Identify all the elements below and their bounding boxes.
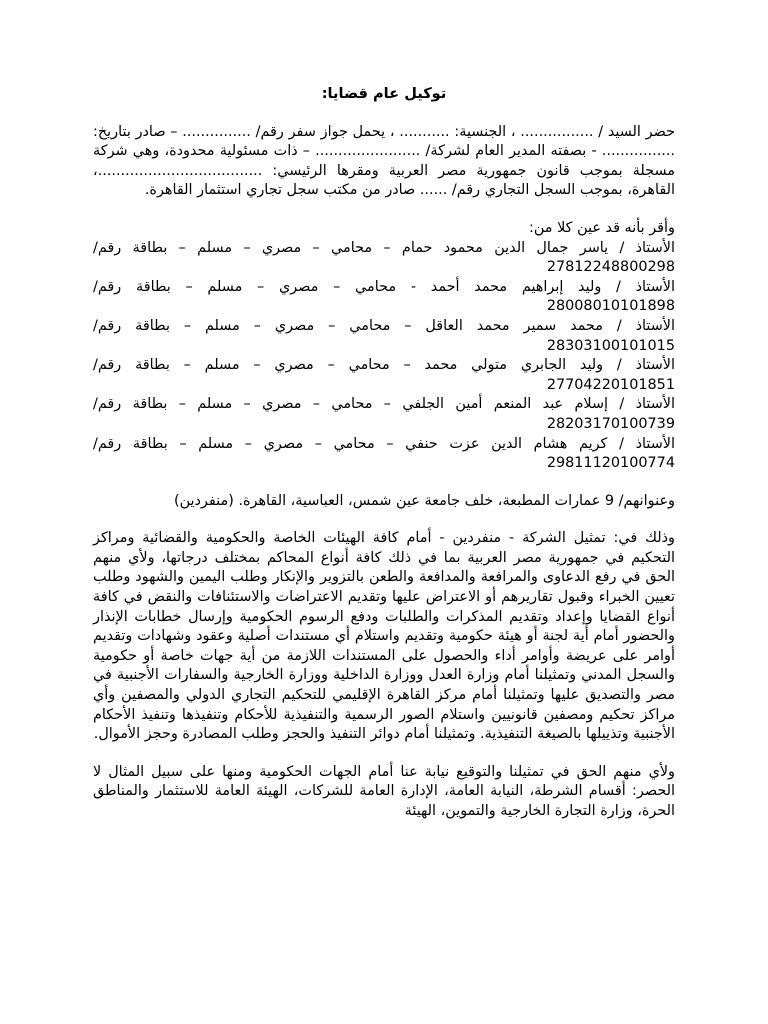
signing-paragraph: ولأي منهم الحق في تمثيلنا والتوقيع نيابة عنا أمام الجهات الحكومية ومنها على سبيل المثال لا الحصر: أقسام الشرطة، النيابة العامة، الإدارة العامة للشركات، الهيئة العامة للاستثمار والمناطق الحرة، وزارة التجارة الخارجية والتموين، الهيئة xyxy=(93,763,675,819)
lawyer-description: الأستاذ / وليد الجابري متولي محمد – محامي – مصري – مسلم – بطاقة رقم/ xyxy=(93,357,675,374)
lawyer-item xyxy=(93,278,675,317)
lawyer-item xyxy=(93,435,675,474)
lawyer-id-number: 28303100101015 xyxy=(546,337,675,354)
lawyer-item xyxy=(93,395,675,434)
lawyer-description: الأستاذ / إسلام عبد المنعم أمين الجلفي – محامي – مصري – مسلم – بطاقة رقم/ xyxy=(93,396,675,413)
lawyer-item xyxy=(93,356,675,395)
spacer xyxy=(93,511,675,529)
lawyer-id-number: 27704220101851 xyxy=(546,376,675,393)
spacer xyxy=(93,474,675,492)
lawyer-id-number: 28008010101898 xyxy=(546,298,675,315)
spacer xyxy=(93,201,675,219)
lawyer-description: الأستاذ / ياسر جمال الدين محمود حمام – محامي – مصري – مسلم – بطاقة رقم/ xyxy=(93,239,675,256)
lawyer-item xyxy=(93,239,675,278)
intro-paragraph: حضر السيد / ................ ، الجنسية: ........... ، يحمل جواز سفر رقم/ ............... – صادر بتاريخ: ................ - بصفته المدير العام لشركة/ ....................... – ذات مسئولية محدودة، وهي شركة مسجلة بموجب قانون جمهورية مصر العربية ومقرها الرئيسي: ....................................، القاهرة، بموجب السجل التجاري رقم/ ...... صادر من مكتب سجل تجاري استثمار القاهرة. xyxy=(93,123,675,199)
lawyer-id-number: 27812248800298 xyxy=(546,259,675,276)
lawyer-item xyxy=(93,317,675,356)
acknowledge-line: وأقر بأنه قد عين كلا من: xyxy=(528,219,675,236)
lawyer-description: الأستاذ / وليد إبراهيم محمد أحمد - محامي – مصري – مسلم – بطاقة رقم/ xyxy=(93,278,675,295)
scope-paragraph: وذلك في: تمثيل الشركة - منفردين - أمام كافة الهيئات الخاصة والحكومية والقضائية ومراكز التحكيم في جمهورية مصر العربية بما في ذلك كافة أنواع المحاكم بمختلف درجاتها، ولأي منهم الحق في رفع الدعاوى والمرافعة والمدافعة والطعن بالتزوير والإنكار وطلب اليمين والشهود وطلب تعيين الخبراء وقبول تقاريرهم أو الاعتراض عليها وتقديم الاعتراضات والاستئنافات والنقض في كافة أنواع القضايا وإعداد وتقديم المذكرات والطلبات ودفع الرسوم الحكومية وإرسال خطابات الإنذار والحضور أمام أية لجنة أو هيئة حكومية وتقديم واستلام أي مستندات أصلية وعقود وشهادات وتقديم أوامر على عريضة وأوامر أداء والحصول على المستندات اللازمة من أية جهات خاصة أو حكومية والسجل المدني وتمثيلنا أمام وزارة العدل ووزارة الداخلية ووزارة الخارجية والسفارات الأجنبية في مصر والتصديق عليها وتمثيلنا أمام مركز القاهرة الإقليمي للتحكيم التجاري الدولي والمصفين وأي مراكز تحكيم ومصفين قانونيين واستلام الصور الرسمية والتنفيذية للأحكام وتنفيذها وتنفيذ الأحكام الأجنبية وتذييلها بالصيغة التنفيذية. وتمثيلنا أمام دوائر التنفيذ والحجز وطلب المصادرة وحجز الأموال. xyxy=(93,530,675,743)
lawyer-id-number: 29811120100774 xyxy=(546,455,675,472)
lawyers-list xyxy=(93,239,675,474)
spacer xyxy=(93,745,675,763)
document-page xyxy=(93,84,675,822)
address-paragraph: وعنوانهم/ 9 عمارات المطبعة، خلف جامعة عين شمس، العباسية، القاهرة. (منفردين) xyxy=(173,492,675,509)
document-title: توكيل عام قضايا: xyxy=(321,85,447,102)
lawyer-description: الأستاذ / محمد سمير محمد العاقل – محامي – مصري – مسلم – بطاقة رقم/ xyxy=(93,317,675,334)
lawyer-id-number: 28203170100739 xyxy=(546,415,675,432)
lawyer-description: الأستاذ / كريم هشام الدين عزت حنفي – محامي – مصري – مسلم – بطاقة رقم/ xyxy=(93,435,675,452)
